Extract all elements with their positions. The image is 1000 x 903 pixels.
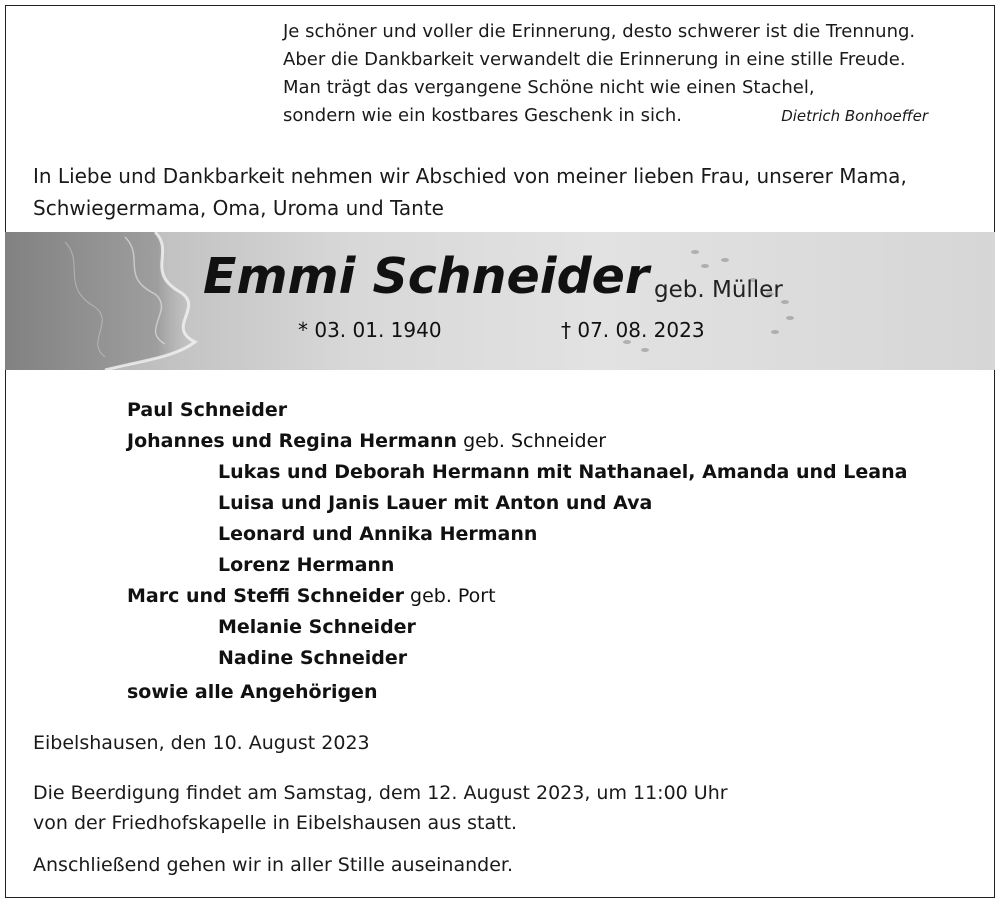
intro-text [33,160,973,224]
place-date: Eibelshausen, den 10. August 2023 [33,732,370,754]
mourner-entry: Johannes und Regina Hermann geb. Schneider [127,430,607,452]
mourner-entry: Lukas und Deborah Hermann mit Nathanael, Amanda und Leana [218,461,908,483]
birth-date: * 03. 01. 1940 [298,318,442,342]
quote-line: Man trägt das vergangene Schöne nicht wie einen Stachel, [283,77,815,98]
funeral-line: Die Beerdigung findet am Samstag, dem 12. August 2023, um 11:00 Uhr [33,782,728,804]
quote-line: sondern wie ein kostbares Geschenk in sich. [283,105,682,126]
quote-block [283,18,933,130]
mourner-entry: Luisa und Janis Lauer mit Anton und Ava [218,492,653,514]
intro-line: In Liebe und Dankbarkeit nehmen wir Abschied von meiner lieben Frau, unserer Mama, [33,164,907,188]
mourner-entry: Lorenz Hermann [218,554,395,576]
quote-line: Je schöner und voller die Erinnerung, desto schwerer ist die Trennung. [283,21,916,42]
funeral-line: von der Friedhofskapelle in Eibelshausen aus statt. [33,812,518,834]
mourner-entry: Paul Schneider [127,399,288,421]
death-date: † 07. 08. 2023 [561,318,705,342]
mourner-entry: Leonard und Annika Hermann [218,523,538,545]
intro-line: Schwiegermama, Oma, Uroma und Tante [33,196,444,220]
closing-note: Anschließend gehen wir in aller Stille auseinander. [33,854,514,876]
mourner-entry: Nadine Schneider [218,647,408,669]
quote-author: Dietrich Bonhoeffer [781,107,928,125]
mourner-entry: sowie alle Angehörigen [127,681,378,703]
funeral-info [33,778,728,838]
mourner-entry: Marc und Steffi Schneider geb. Port [127,585,496,607]
deceased-name: Emmi Schneider [203,248,650,305]
quote-line: Aber die Dankbarkeit verwandelt die Erinnerung in eine stille Freude. [283,49,906,70]
quote-last-line [283,102,928,130]
mourners-list [127,395,987,708]
mourner-entry: Melanie Schneider [218,616,416,638]
deceased-maiden-name: geb. Müller [654,277,783,303]
